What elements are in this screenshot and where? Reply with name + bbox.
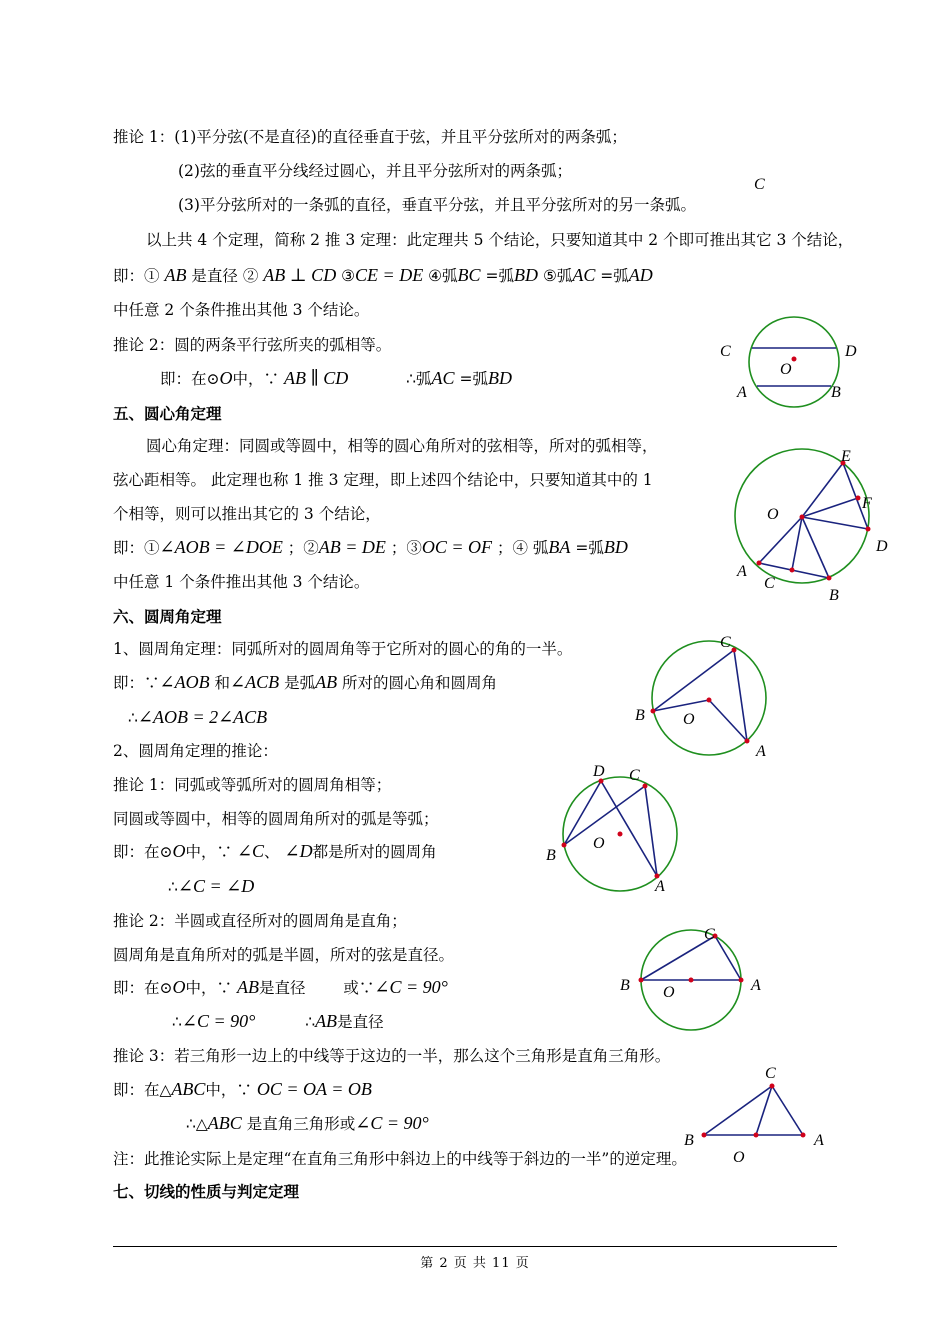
label-d: D (876, 538, 888, 555)
label-o: O (683, 711, 695, 728)
formula-inscribed-result: ∴∠AOB = 2∠ACB (128, 707, 268, 727)
formula-median-result: ∴△ABC 是直角三角形或∠C = 90° (186, 1113, 429, 1133)
para-central-angle-1: 圆心角定理：同圆或等圆中，相等的圆心角所对的弦相等，所对的弧相等， (146, 437, 658, 455)
point-c (770, 1084, 775, 1089)
label-a: A (737, 384, 747, 401)
para-inscribed-angle: 1、圆周角定理：同弧所对的圆周角等于它所对的圆心的角的一半。 (113, 640, 573, 658)
section-heading-6: 六、圆周角定理 (113, 607, 222, 626)
median-oc (756, 1086, 772, 1135)
para-central-angle-2: 弦心距相等。 此定理也称 1 推 3 定理，即上述四个结论中，只要知道其中的 1 (113, 471, 653, 489)
label-c: C (629, 767, 640, 784)
formula-central-angle: 即：①∠AOB = ∠DOE ；②AB = DE ；③OC = OF ；④ 弧BA =弧BD (113, 537, 628, 557)
para-central-angle-3: 个相等，则可以推出其它的 3 个结论， (113, 505, 381, 523)
label-f: F (862, 495, 872, 512)
label-o: O (593, 835, 605, 852)
label-b: B (831, 384, 841, 401)
section-heading-7: 七、切线的性质与判定定理 (113, 1182, 300, 1201)
para-inscribed-corollary1-2: 同圆或等圆中，相等的圆周角所对的弧是等弧； (113, 810, 439, 828)
label-c: C (764, 575, 775, 592)
para-corollary1-1: 推论 1：(1)平分弦(不是直径)的直径垂直于弦，并且平分弦所对的两条弧； (113, 128, 627, 146)
formula-semicircle-given: 即：在⊙O中，∵ AB是直径 或∵∠C = 90° (113, 977, 448, 997)
label-b: B (684, 1132, 694, 1149)
point-o (754, 1133, 759, 1138)
label-o: O (663, 984, 675, 1001)
label-c: C (720, 634, 731, 651)
para-corollary1-2: (2)弦的垂直平分线经过圆心，并且平分弦所对的两条弧； (178, 162, 572, 180)
label-o: O (780, 361, 792, 378)
para-note: 注：此推论实际上是定理“在直角三角形中斜边上的中线等于斜边的一半”的逆定理。 (113, 1150, 687, 1168)
para-central-angle-conclusion: 中任意 1 个条件推出其他 3 个结论。 (113, 573, 370, 591)
page-footer: 第 2 页 共 11 页 (420, 1256, 530, 1271)
point-a (801, 1133, 806, 1138)
point-b (702, 1133, 707, 1138)
para-5-conclusion: 中任意 2 个条件推出其他 3 个结论。 (113, 301, 370, 319)
label-a: A (756, 743, 766, 760)
label-a: A (737, 563, 747, 580)
label-c: C (704, 926, 715, 943)
para-inscribed-corollary2-2: 圆周角是直角所对的弧是半圆，所对的弦是直径。 (113, 946, 455, 964)
formula-semicircle-result: ∴∠C = 90° ∴AB是直径 (172, 1011, 384, 1031)
side-bc (704, 1086, 772, 1135)
para-inscribed-corollary1-1: 推论 1：同弧或等弧所对的圆周角相等； (113, 776, 392, 794)
para-inscribed-corollary3: 推论 3：若三角形一边上的中线等于这边的一半，那么这个三角形是直角三角形。 (113, 1047, 671, 1065)
formula-same-arc-given: 即：在⊙O中，∵ ∠C、 ∠D都是所对的圆周角 (113, 841, 437, 861)
label-a: A (814, 1132, 824, 1149)
label-c: C (765, 1065, 776, 1082)
side-ac (772, 1086, 803, 1135)
label-b: B (829, 587, 839, 604)
footer-rule (113, 1246, 837, 1247)
para-inscribed-corollary2-1: 推论 2：半圆或直径所对的圆周角是直角； (113, 912, 407, 930)
para-summary: 以上共 4 个定理，简称 2 推 3 定理：此定理共 5 个结论，只要知道其中 2 个即可推出其它 3 个结论， (146, 231, 854, 249)
section-heading-5: 五、圆心角定理 (113, 404, 222, 423)
para-corollary1-3: (3)平分弦所对的一条弧的直径，垂直平分弦，并且平分弦所对的另一条弧。 (178, 196, 696, 214)
formula-parallel-chords: 即：在⊙O中，∵ AB ∥ CD ∴弧AC =弧BD (160, 368, 512, 388)
label-o: O (767, 506, 779, 523)
label-a: A (655, 878, 665, 895)
label-d: D (845, 343, 857, 360)
formula-same-arc-result: ∴∠C = ∠D (168, 876, 255, 896)
stray-label: C (754, 176, 765, 193)
formula-line-5-conditions: 即：① AB 是直径 ② AB ⊥ CD ③CE = DE ④弧BC =弧BD ⑤弧AC =弧AD (113, 265, 653, 285)
label-o: O (733, 1149, 745, 1166)
formula-inscribed-given: 即：∵∠AOB 和∠ACB 是弧AB 所对的圆心角和圆周角 (113, 672, 498, 692)
para-inscribed-corollaries: 2、圆周角定理的推论： (113, 742, 278, 760)
label-b: B (546, 847, 556, 864)
para-corollary2: 推论 2：圆的两条平行弦所夹的弧相等。 (113, 336, 392, 354)
label-c: C (720, 343, 731, 360)
label-b: B (635, 707, 645, 724)
label-e: E (841, 448, 851, 465)
label-d: D (593, 763, 605, 780)
formula-median-given: 即：在△ABC中，∵ OC = OA = OB (113, 1079, 372, 1099)
label-a: A (751, 977, 761, 994)
label-b: B (620, 977, 630, 994)
